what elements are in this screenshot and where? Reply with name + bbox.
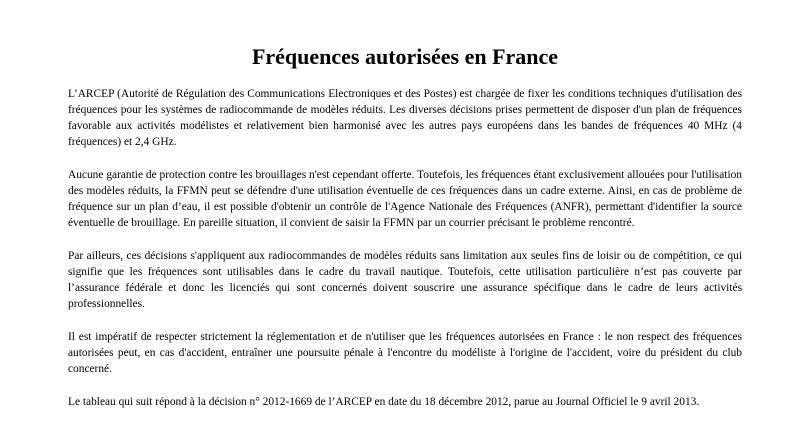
document-title: Fréquences autorisées en France	[251, 44, 559, 69]
paragraph-arcep-intro: L’ARCEP (Autorité de Régulation des Communications Electroniques et des Postes) est chargée de fixer les conditions techniques d'utilisation des fréquences pour les systèmes de radiocommande de modèles réduits. Les diverses décisions prises permettent de disposer d'un plan de fréquences favorable aux activités modélistes et relativement bien harmonisé avec les autres pays européens dans les bandes de fréquences 40 MHz (4 fréquences) et 2,4 GHz.	[68, 88, 742, 148]
paragraph-arcep-decision: Le tableau qui suit répond à la décision n° 2012-1669 de l’ARCEP en date du 18 décembre 2012, parue au Journal Officiel le 9 avril 2013.	[68, 396, 700, 408]
paragraph-interference-protection: Aucune garantie de protection contre les brouillages n'est cependant offerte. Toutefois, les fréquences étant exclusivement allouées pour l'utilisation des modèles réduits, la FFMN peut se défendre d'une utilisation éventuelle de ces fréquences dans un cadre externe. Ainsi, en cas de problème de fréquence sur un plan d’eau, il est possible d'obtenir un contrôle de l'Agence Nationale des Fréquences (ANFR), permettant d'identifier la source éventuelle de brouillage. En pareille situation, il convient de saisir la FFMN par un courrier précisant le problème rencontré.	[68, 169, 742, 229]
paragraph-professional-use: Par ailleurs, ces décisions s'appliquent aux radiocommandes de modèles réduits sans limitation aux seules fins de loisir ou de compétition, ce qui signifie que les fréquences sont utilisables dans le cadre du travail nautique. Toutefois, cette utilisation particulière n’est pas couverte par l’assurance fédérale et donc les licenciés qui sont concernés doivent souscrire une assurance spécifique dans le cadre de leurs activités professionnelles.	[68, 250, 742, 310]
paragraph-regulation-warning: Il est impératif de respecter strictement la réglementation et de n'utiliser que les fréquences autorisées en France : le non respect des fréquences autorisées peut, en cas d'accident, entraîner une poursuite pénale à l'encontre du modéliste à l'origine de l'accident, voire du président du club concerné.	[68, 331, 742, 375]
